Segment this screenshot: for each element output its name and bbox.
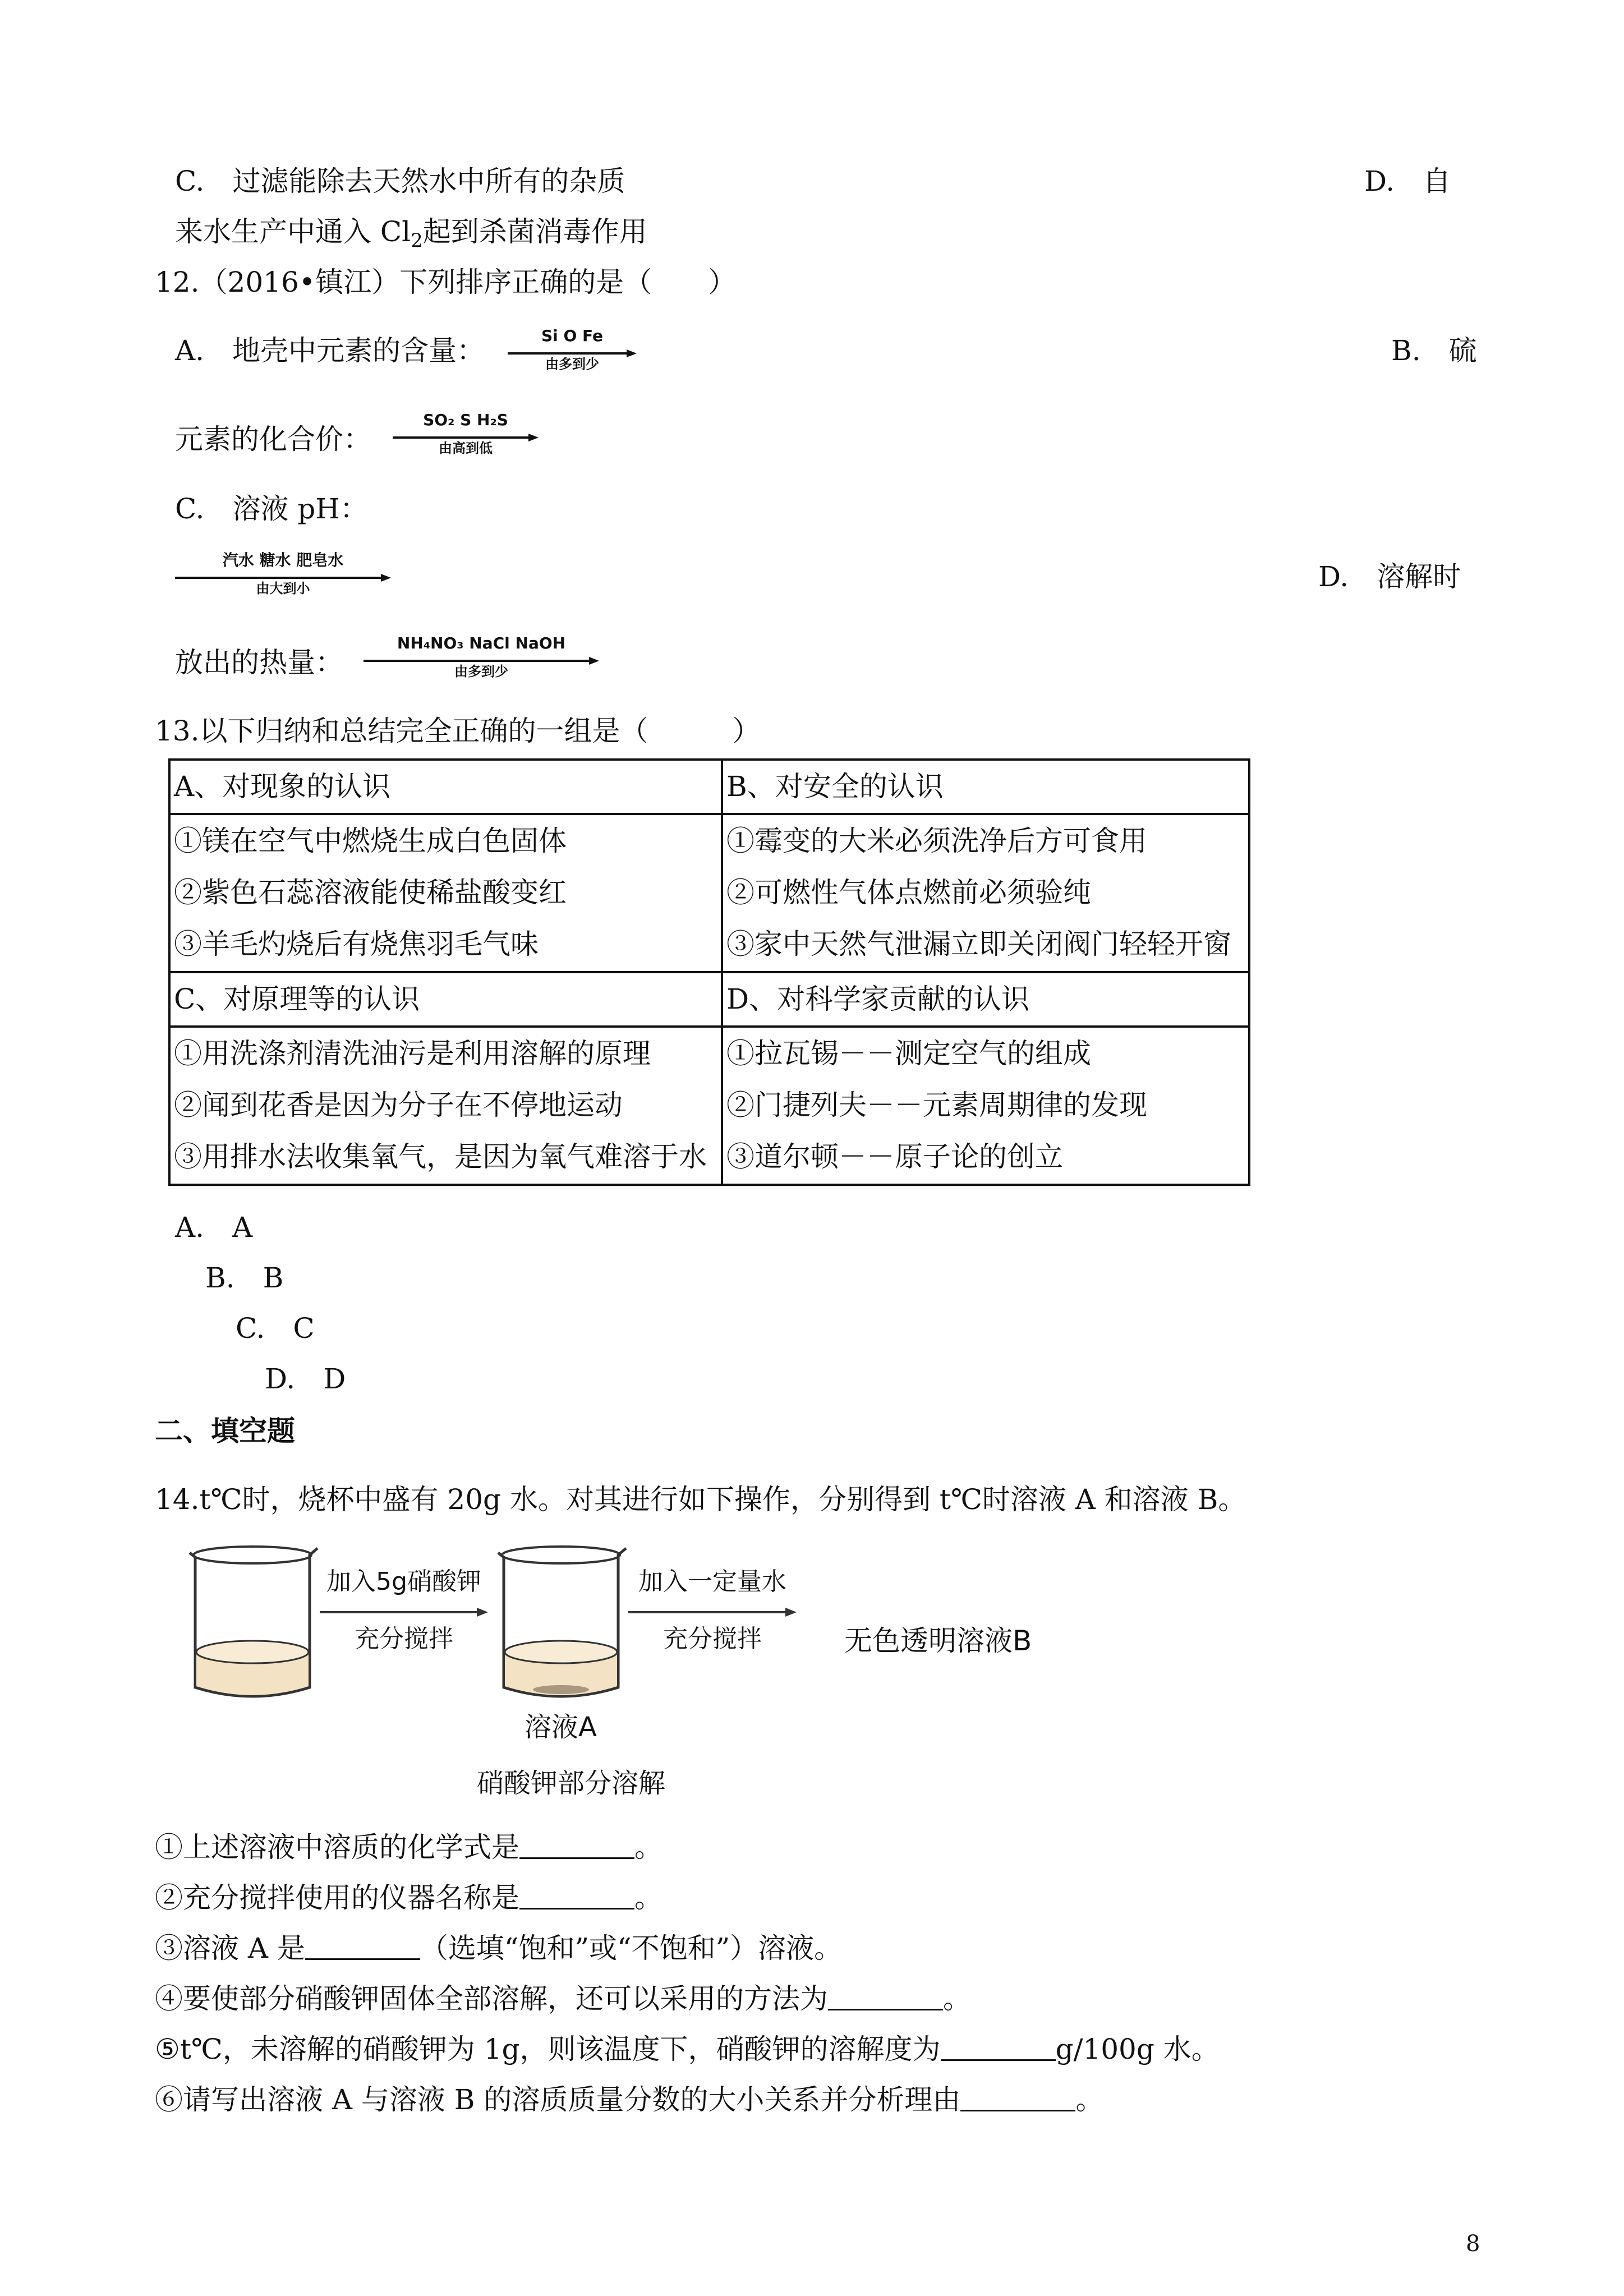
beaker-water-icon	[185, 1543, 320, 1705]
beaker-solution-a-icon	[494, 1543, 628, 1705]
step2-arrow	[628, 1567, 797, 1653]
q12-option-d-text: 放出的热量：	[175, 646, 343, 679]
q12-c-arrow-bottom: 由大到小	[256, 581, 310, 596]
table-row	[169, 1027, 1249, 1185]
q13-option-d: D. D	[265, 1363, 346, 1395]
q12-b-arrow-top: SO₂ S H₂S	[423, 411, 508, 429]
beaker-2-label: 溶液A	[525, 1711, 597, 1743]
table-item: ③羊毛灼烧后有烧焦羽毛气味	[174, 928, 539, 960]
table-row	[169, 972, 1249, 1027]
table-item: ②紫色石蕊溶液能使稀盐酸变红	[174, 876, 567, 909]
section-title: 二、填空题	[155, 1414, 295, 1447]
line-text: ①上述溶液中溶质的化学式是	[155, 1831, 519, 1864]
q11-option-d-text	[175, 215, 647, 252]
q14-stem: 14.t℃时，烧杯中盛有 20g 水。对其进行如下操作，分别得到 t℃时溶液 A 和溶液 B。	[155, 1483, 1246, 1516]
answer-blank[interactable]	[519, 1885, 634, 1910]
step1-bottom-label: 充分搅拌	[355, 1625, 453, 1653]
table-item: ②门捷列夫－－元素周期律的发现	[726, 1089, 1147, 1121]
line-text: 。	[943, 1982, 971, 2015]
table-cell-c-head: C、对原理等的认识	[169, 972, 722, 1027]
q13-stem: 13.以下归纳和总结完全正确的一组是（ ）	[155, 715, 761, 747]
q14-line-4	[155, 1982, 971, 2015]
answer-blank[interactable]	[960, 2087, 1075, 2111]
line-text: 。	[634, 1831, 663, 1864]
q12-d-arrow-top: NH₄NO₃ NaCl NaOH	[397, 634, 566, 652]
table-item: ③道尔顿－－原子论的创立	[726, 1140, 1063, 1173]
step2-top-label: 加入一定量水	[638, 1567, 786, 1596]
table-item: ①霉变的大米必须洗净后方可食用	[726, 825, 1147, 857]
q12-a-order-arrow	[508, 328, 637, 379]
beaker-2-note: 硝酸钾部分溶解	[477, 1768, 666, 1799]
table-item: ②可燃性气体点燃前必须验纯	[726, 876, 1091, 909]
table-cell-a-body	[169, 814, 722, 972]
q12-stem: 12.（2016•镇江）下列排序正确的是（ ）	[155, 266, 737, 298]
table-item: ①镁在空气中燃烧生成白色固体	[174, 825, 567, 857]
line-text: g/100g 水。	[1055, 2033, 1220, 2065]
table-item: ③家中天然气泄漏立即关闭阀门轻轻开窗	[726, 928, 1231, 960]
answer-blank[interactable]	[941, 2037, 1056, 2061]
q12-a-arrow-top: Si O Fe	[541, 326, 604, 345]
table-cell-b-body	[722, 814, 1249, 972]
q12-option-b-text: 元素的化合价：	[175, 423, 371, 455]
q11-option-d-text-b: 起到杀菌消毒作用	[422, 215, 647, 248]
table-item: ③用排水法收集氧气，是因为氧气难溶于水	[174, 1140, 707, 1173]
q12-option-a-label: A. 地壳中元素的含量：	[175, 334, 485, 367]
table-row	[169, 760, 1249, 814]
q14-line-1	[155, 1831, 663, 1864]
line-text: ⑥请写出溶液 A 与溶液 B 的溶质质量分数的大小关系并分析理由	[155, 2083, 961, 2116]
q13-option-a: A. A	[175, 1211, 253, 1244]
step1-arrow	[320, 1567, 488, 1653]
q11-option-c: C. 过滤能除去天然水中所有的杂质	[175, 165, 625, 197]
table-cell-d-body	[722, 1027, 1249, 1185]
q12-option-b-label: B. 硫	[1391, 334, 1477, 367]
answer-blank[interactable]	[305, 1936, 420, 1960]
q13-option-c: C. C	[236, 1312, 315, 1345]
q11-option-d-label: D. 自	[1364, 165, 1451, 197]
table-item: ①拉瓦锡－－测定空气的组成	[726, 1037, 1091, 1070]
q12-c-arrow-top: 汽水 糖水 肥皂水	[222, 551, 344, 569]
q12-d-arrow-bottom: 由多到少	[454, 664, 508, 679]
q12-b-arrow-bottom: 由高到低	[439, 440, 493, 456]
table-cell-d-head: D、对科学家贡献的认识	[722, 972, 1249, 1027]
line-text: ③溶液 A 是	[155, 1932, 305, 1964]
q14-line-6	[155, 2083, 1104, 2116]
line-text: ②充分搅拌使用的仪器名称是	[155, 1881, 519, 1914]
table-cell-a-head: A、对现象的认识	[169, 760, 722, 814]
q14-line-2	[155, 1881, 663, 1914]
q12-a-arrow-bottom: 由多到少	[545, 356, 599, 372]
step2-bottom-label: 充分搅拌	[663, 1625, 762, 1653]
line-text: ⑤t℃，未溶解的硝酸钾为 1g，则该温度下，硝酸钾的溶解度为	[155, 2033, 941, 2065]
q14-line-5	[155, 2035, 1220, 2063]
answer-blank[interactable]	[828, 1986, 943, 2010]
step1-top-label: 加入5g硝酸钾	[326, 1567, 481, 1596]
q11-option-d-text-a: 来水生产中通入 Cl	[175, 215, 411, 248]
result-label: 无色透明溶液B	[844, 1625, 1032, 1657]
table-item: ②闻到花香是因为分子在不停地运动	[174, 1089, 623, 1121]
q12-option-d-label: D. 溶解时	[1318, 560, 1461, 593]
q12-option-c-label: C. 溶液 pH：	[175, 493, 368, 525]
line-text: 。	[634, 1881, 663, 1914]
q13-summary-table	[168, 758, 1250, 1186]
line-text: ④要使部分硝酸钾固体全部溶解，还可以采用的方法为	[155, 1982, 828, 2015]
q12-d-order-arrow	[364, 636, 599, 686]
line-text: （选填“饱和”或“不饱和”）溶液。	[420, 1932, 843, 1964]
table-cell-b-head: B、对安全的认识	[722, 760, 1249, 814]
table-item: ①用洗涤剂清洗油污是利用溶解的原理	[174, 1037, 651, 1070]
arrow-right-icon	[320, 1608, 488, 1617]
arrow-right-icon	[628, 1608, 797, 1617]
table-row	[169, 814, 1249, 972]
page-number: 8	[1466, 2231, 1480, 2257]
table-cell-c-body	[169, 1027, 722, 1185]
q13-option-b: B. B	[205, 1262, 284, 1294]
answer-blank[interactable]	[519, 1835, 634, 1859]
q14-line-3	[155, 1934, 842, 1962]
q12-c-order-arrow	[175, 553, 391, 603]
q12-b-order-arrow	[393, 412, 539, 463]
chlorine-subscript: 2	[411, 229, 423, 252]
line-text: 。	[1075, 2083, 1104, 2116]
